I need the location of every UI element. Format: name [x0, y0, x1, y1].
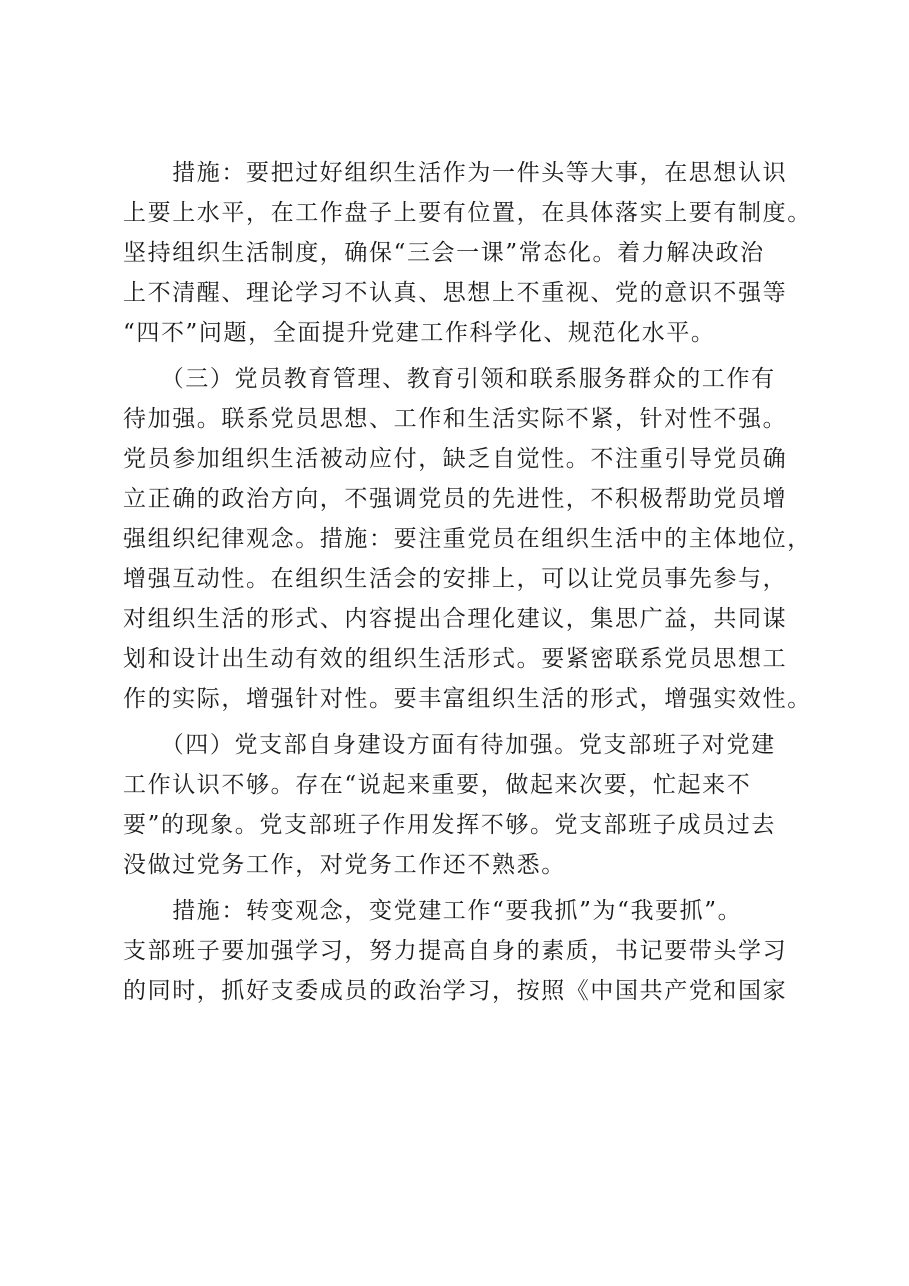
- document-body: [123, 153, 823, 1011]
- paragraph-section-3: [123, 359, 823, 719]
- text-line: 工作认识不够。存在“说起来重要，做起来次要，忙起来不: [123, 772, 752, 798]
- paragraph-section-4: [123, 725, 823, 885]
- text-line: 上不清醒、理论学习不认真、思想上不重视、党的意识不强等: [123, 280, 788, 306]
- text-line: “四不”问题，全面提升党建工作科学化、规范化水平。: [123, 320, 716, 346]
- text-line: 措施：要把过好组织生活作为一件头等大事，在思想认识: [123, 160, 788, 186]
- text-line: 强组织纪律观念。措施：要注重党员在组织生活中的主体地位，: [123, 526, 812, 552]
- text-line: 对组织生活的形式、内容提出合理化建议，集思广益，共同谋: [123, 606, 788, 632]
- text-line: 上要上水平，在工作盘子上要有位置，在具体落实上要有制度。: [123, 200, 812, 226]
- text-line: （四）党支部自身建设方面有待加强。党支部班子对党建: [123, 732, 776, 758]
- text-line: 坚持组织生活制度，确保“三会一课”常态化。着力解决政治: [123, 240, 765, 266]
- text-line: 划和设计出生动有效的组织生活形式。要紧密联系党员思想工: [123, 646, 788, 672]
- text-line: 措施：转变观念，变党建工作“要我抓”为“我要抓”。: [123, 898, 743, 924]
- text-line: 党员参加组织生活被动应付，缺乏自觉性。不注重引导党员确: [123, 446, 788, 472]
- text-line: （三）党员教育管理、教育引领和联系服务群众的工作有: [123, 366, 776, 392]
- text-line: 增强互动性。在组织生活会的安排上，可以让党员事先参与，: [123, 566, 788, 592]
- text-line: 没做过党务工作，对党务工作还不熟悉。: [123, 852, 566, 878]
- text-line: 要”的现象。党支部班子作用发挥不够。党支部班子成员过去: [123, 812, 776, 838]
- text-line: 待加强。联系党员思想、工作和生活实际不紧，针对性不强。: [123, 406, 788, 432]
- text-line: 支部班子要加强学习，努力提高自身的素质，书记要带头学习: [123, 938, 788, 964]
- text-line: 立正确的政治方向，不强调党员的先进性，不积极帮助党员增: [123, 486, 788, 512]
- text-line: 的同时，抓好支委成员的政治学习，按照《中国共产党和国家: [123, 978, 788, 1004]
- paragraph-measures-2: [123, 891, 823, 1011]
- text-line: 作的实际，增强针对性。要丰富组织生活的形式，增强实效性。: [123, 686, 812, 712]
- paragraph-measures-1: [123, 153, 823, 353]
